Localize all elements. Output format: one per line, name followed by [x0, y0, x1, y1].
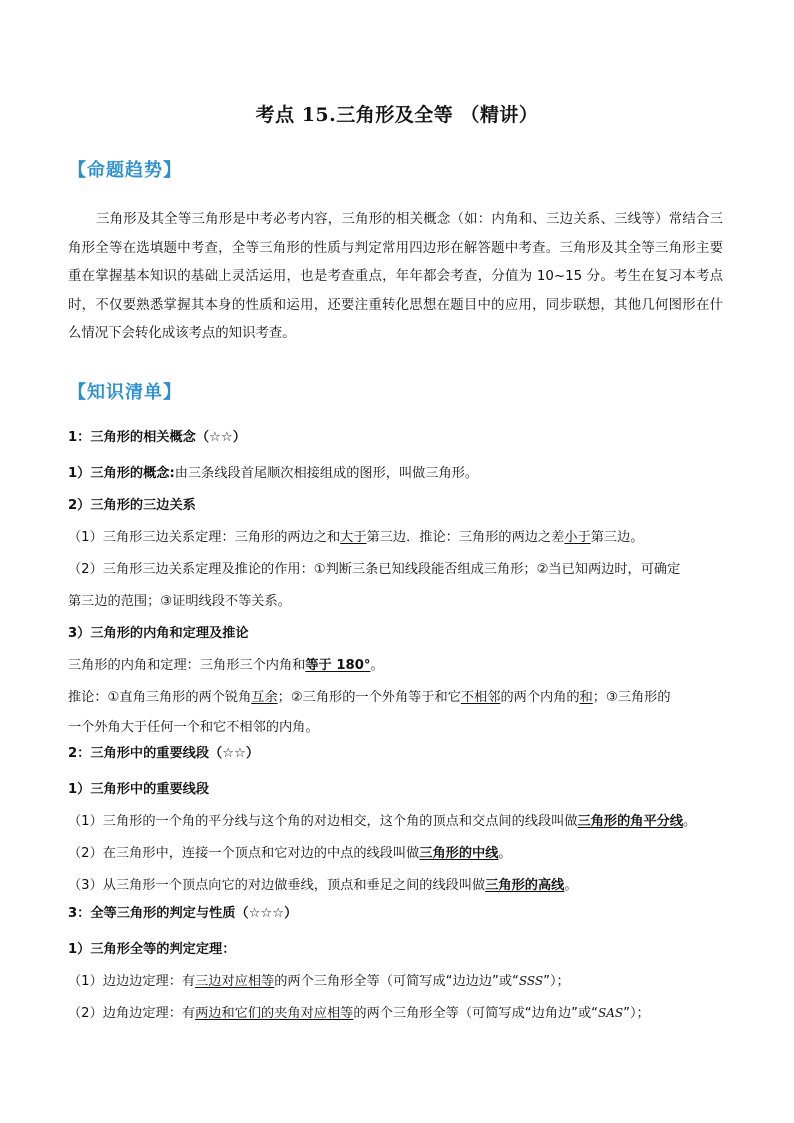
k2-label: 1）三角形中的重要线段	[68, 782, 210, 797]
underlined-term: 和	[579, 690, 593, 705]
text-span: （2）边角边定理：有	[68, 1006, 196, 1021]
k1-angles-label: 3）三角形的内角和定理及推论	[68, 626, 249, 641]
text-span: （1）三角形的一个角的平分线与这个角的对边相交，这个角的顶点和交点间的线段叫做	[68, 814, 578, 829]
text-span: 的两个三角形全等（可简写成“边边边”或“	[274, 974, 519, 989]
k2-heading: 2：三角形中的重要线段（☆☆）	[68, 746, 260, 761]
text-span: 三角形的内角和定理：三角形三个内角和	[68, 658, 306, 673]
text-span: 。	[564, 878, 578, 893]
text-span: ；②三角形的一个外角等于和它	[277, 690, 461, 705]
underlined-term: 大于	[340, 530, 367, 545]
underlined-term: 互余	[251, 690, 278, 705]
k1-angles-line2	[68, 686, 671, 705]
k2-line3	[68, 874, 578, 893]
k1-heading: 1：三角形的相关概念（☆☆）	[68, 430, 246, 445]
text-span: 第三边。	[590, 530, 644, 545]
text-span: 的两个三角形全等（可简写成“边角边”或“	[353, 1006, 599, 1021]
underlined-term: 两边和它们的夹角对应相等	[195, 1006, 354, 1021]
k1-sides-line2: （2）三角形三边关系定理及推论的作用：①判断三条已知线段能否组成三角形；②当已知两边时，可确定	[68, 562, 681, 577]
k2-line1	[68, 810, 696, 829]
underlined-term: 三边对应相等	[195, 974, 275, 989]
k1-concept-text: 由三条线段首尾顺次相接组成的图形，叫做三角形。	[174, 466, 479, 481]
text-span: 。	[498, 846, 512, 861]
underlined-term: 不相邻	[460, 690, 501, 705]
k3-label: 1）三角形全等的判定定理：	[68, 942, 236, 957]
underlined-term: 三角形的高线	[485, 878, 565, 893]
trend-paragraph: 三角形及其全等三角形是中考必考内容，三角形的相关概念（如：内角和、三边关系、三线等）常结合三角形全等在选填题中考查，全等三角形的性质与判定常用四边形在解答题中考查。三角形及其全等三角形主要重在掌握基本知识的基础上灵活运用，也是考查重点，年年都会考查，分值为 10~15 分。考生在复习本考点时，不仅要熟悉掌握其本身的性质和运用，还要注重转化思想在题目中的应用，同步联想，其他几何图形在什么情况下会转化成该考点的知识考查。	[68, 212, 723, 342]
text-span: （1）三角形三边关系定理：三角形的两边之和	[68, 530, 341, 545]
text-span: 第三边．推论：三角形的两边之差	[366, 530, 565, 545]
k1-angles-line1	[68, 654, 384, 673]
text-span: 。	[683, 814, 697, 829]
underlined-term: 三角形的角平分线	[577, 814, 684, 829]
underlined-term: 等于 180°	[305, 658, 371, 673]
text-span: ”）；	[543, 974, 570, 989]
k1-concept-line	[68, 462, 478, 481]
text-span: 的两个内角的	[500, 690, 580, 705]
k1-sides-line3: 第三边的范围；③证明线段不等关系。	[68, 594, 291, 609]
k1-concept-label: 1）三角形的概念:	[68, 466, 175, 481]
k3-line2	[68, 1002, 650, 1021]
abbreviation: SAS	[598, 1006, 624, 1020]
text-span: 推论：①直角三角形的两个锐角	[68, 690, 252, 705]
k1-sides-line1	[68, 526, 643, 545]
text-span: 。	[370, 658, 384, 673]
k3-heading: 3：全等三角形的判定与性质（☆☆☆）	[68, 906, 298, 921]
text-span: （1）边边边定理：有	[68, 974, 196, 989]
k3-line1	[68, 970, 570, 989]
text-span: （3）从三角形一个顶点向它的对边做垂线，顶点和垂足之间的线段叫做	[68, 878, 486, 893]
trend-heading: 【命题趋势】	[68, 160, 182, 181]
text-span: （2）在三角形中，连接一个顶点和它对边的中点的线段叫做	[68, 846, 420, 861]
abbreviation: SSS	[518, 974, 544, 988]
k2-line2	[68, 842, 512, 861]
underlined-term: 三角形的中线	[419, 846, 499, 861]
underlined-term: 小于	[564, 530, 591, 545]
k1-angles-line3: 一个外角大于任何一个和它不相邻的内角。	[68, 720, 319, 735]
page-title: 考点 15.三角形及全等 （精讲）	[255, 104, 539, 126]
text-span: ”）；	[623, 1006, 650, 1021]
text-span: ；③三角形的	[592, 690, 671, 705]
knowledge-heading: 【知识清单】	[68, 382, 182, 403]
k1-sides-label: 2）三角形的三边关系	[68, 498, 196, 513]
